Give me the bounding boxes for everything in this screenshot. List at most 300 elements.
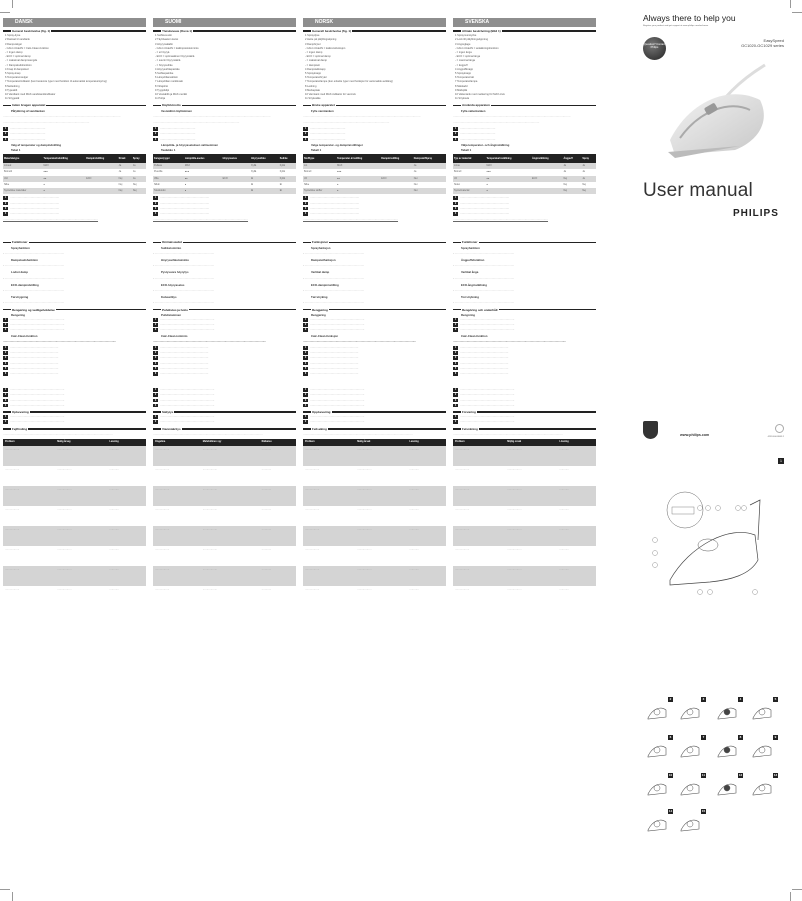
table-row: ·················· ·················· ············	[155, 588, 272, 592]
table-header: Typ av material	[453, 154, 486, 163]
table-header: Lämpötila-asetus	[184, 154, 222, 163]
step: 1 ························································	[154, 345, 209, 349]
subsection-heading: Puhdistaminen	[161, 312, 182, 317]
step: 2 ·························································	[154, 201, 210, 205]
step: 1 ························································	[454, 345, 509, 349]
tagline-sub: Register your product and get support at www.philips.com/welcome	[643, 25, 709, 27]
step: 5 ························································	[304, 366, 359, 370]
step: 1 ·······························································	[304, 415, 365, 419]
section-heading: Rengöring och underhåll	[453, 308, 596, 312]
subsection-heading: Påfyldning af vandtanken	[11, 108, 45, 113]
step: 2 ·······························································	[4, 393, 65, 397]
step: 4 ·······························································	[4, 403, 65, 407]
part-item: 4 Knap til dampskud	[5, 67, 29, 71]
table-header: Kangastyyppi	[153, 154, 184, 163]
table-header: Dampindstilling	[85, 154, 117, 163]
step: 3 ·························································	[154, 206, 210, 210]
crop-mark	[12, 892, 13, 901]
section-heading: Rengjøring	[303, 308, 446, 312]
subsection-heading: Rengøring	[11, 312, 25, 317]
subsection-heading: Sprayfunksjon	[311, 245, 331, 250]
table-header: Mulig årsak	[355, 439, 407, 446]
table-title: Tabel 1	[11, 148, 21, 153]
step: 1 ·······························································	[154, 317, 215, 321]
part-item: 10 Vesisäiliö ja MAX-merkki	[155, 93, 187, 97]
step: 3 ························································	[304, 356, 359, 360]
subsection-heading: Sprayfunktion	[11, 245, 30, 250]
paragraph: ····································································································	[153, 121, 240, 125]
part-item: 6 Lämpötilanvalitsin	[155, 76, 178, 80]
part-item: - = ingen damp	[305, 51, 323, 55]
subsection-heading: Sprayfunktion	[461, 245, 480, 250]
cover-page	[600, 0, 802, 901]
part-item: - CALC-CLEAN = Calc-Clean-funktion	[5, 46, 49, 50]
subsection-heading: ECO-ånginställning	[461, 282, 487, 287]
table-header: Möjlig orsak	[505, 439, 557, 446]
subsection-heading: Höyrysuihkutoiminto	[161, 257, 189, 262]
paragraph: ····································································································	[3, 121, 90, 125]
step: 3 ·······························································	[4, 328, 65, 332]
step: 3 ·········································	[154, 137, 196, 141]
step: 2 ························································	[304, 351, 359, 355]
step: 6 ························································	[454, 371, 509, 375]
part-item: 1 Suihkusuutin	[155, 34, 173, 38]
part-item: - ECO = optimaalinen höyrymäärä	[155, 55, 195, 59]
part-item: 2 Hette på påfyllingsåpning	[305, 38, 337, 42]
table-header: Materialetype	[3, 154, 43, 163]
part-item: 3 Ångreglage	[455, 42, 471, 46]
part-item: - = maximal ånga	[455, 59, 475, 63]
part-item: 3 Höyrynsäädin	[155, 42, 174, 46]
step: 5 ························································	[454, 366, 509, 370]
figure-number: 5	[774, 697, 777, 701]
instruction-illustration-icon	[678, 702, 702, 722]
part-item: 11 Strygesål	[5, 97, 20, 101]
figure-5	[748, 697, 778, 725]
settings-table	[453, 154, 596, 194]
subsection-heading: ECO-dampindstilling	[11, 282, 39, 287]
subsection-heading: Vertikal ånga	[461, 270, 479, 275]
paragraph: ········································································································································	[303, 114, 421, 118]
step: 3 ·······························································	[154, 328, 215, 332]
section-heading: Använda apparaten	[453, 103, 596, 107]
table-row: ·················· ·················· ············	[153, 526, 296, 546]
table-row: Lin MAX Ja	[303, 163, 446, 169]
language-column-norsk: NORSK Generell beskrivelse (fig. 1) 1 Spraydyse 2 Hette på påfyllingsåpning 3 Dampbryter - CALC-CLEAN = kalkrensfunksjon - = ingen damp - ECO = optimal damp - = maksimal damp - = dampstøt 4 Dampstøtknapp 5 Sprayknapp 6 Temperaturbryter 7 Temperaturlampe (kun enkelte typer med funksjon for automatisk avslåing) 8 Ledning 9 Merkeplate 10 Vanntank med MAX-indikator for vannivå 11 Strykesåle Bruke apparatet Fylle vanntanken ········································································································································ ···································································································· 1 ········································· 2 ········································· 3 ········································· Velge temperatur- og dampinnstillinger Tabell 1 Stofftype Temperatur-innstilling Dampinnstilling Dampstøt/Spray Lin MAX Ja Bomull ●●● Ja Ull ●● ECO Nei Silke ● Nei Syntetiske stoffer ● Nei 1 ························································· 2 ························································· 3 ························································· 4 ························································· ·············································································································· Funksjoner Sprayfunksjon - ····································································· Dampstøtfunksjon - ····································································· Vertikal damp - ····································································· ECO-dampinnstilling - ····································································· Tørrstryking - ····································································· Rengjøring Rengjøring 1 ······························································· 2 ······························································· 3 ······························································· Calc-Clean-funksjon ··································································································································· 1 ························································ 2 ························································ 3 ························································ 4 ························································ 5 ························································ 6 ························································ 1 ······························································· 2 ······························································· 3 ······························································· 4 ······························································· Oppbevaring 1 ······························································· 2 ······························································· Feilsøking ······························································································································· Problem Mulig årsak Løsning ·················· ·················· ············ ·················· ·················· ············ ·················· ·················· ············ ·················· ·················· ············ ·················· ·················· ············ ·················· ·················· ············ ·················· ·················· ············ ·················· ·················· ············	[303, 18, 446, 606]
table-row: ·················· ·················· ············	[3, 526, 146, 546]
subsection-heading: ECO-höyryasetus	[161, 282, 185, 287]
figure-10	[643, 773, 673, 801]
model-series: GC1020-GC1029 series	[741, 43, 784, 48]
figure-number: 11	[701, 773, 706, 777]
paragraph: ········································································································································	[453, 114, 571, 118]
step: 3 ·························································	[304, 206, 360, 210]
note: ··············································································································	[303, 218, 399, 222]
step: 6 ························································	[154, 371, 209, 375]
table-row: ·················· ·················· ············	[305, 548, 419, 552]
table-row: ·················· ·················· ············	[153, 486, 296, 506]
table-row: Linne MAX Ja Ja	[453, 163, 596, 169]
part-item: 6 Temperaturbryter	[305, 76, 327, 80]
part-item: 8 Nätsladd	[455, 84, 468, 88]
figure-number: 9	[774, 735, 777, 739]
section-heading: Funksjoner	[303, 240, 446, 244]
part-item: 1 Spraymunstycke	[455, 34, 477, 38]
section-heading: Generell beskrivelse (fig. 1)	[303, 29, 446, 33]
step: 2 ·········································	[4, 132, 46, 136]
step: 2 ·······························································	[454, 420, 515, 424]
table-title: Taulukko 1	[161, 148, 176, 153]
part-item: 11 Strykesåle	[305, 97, 321, 101]
table-header: Dampstøt/Spray	[413, 154, 446, 163]
part-item: - = ei höyryä	[155, 51, 170, 55]
subsection-heading: ECO-dampinnstilling	[311, 282, 339, 287]
step: 3 ························································	[454, 356, 509, 360]
troubleshooting-table	[153, 439, 296, 606]
language-header: SUOMI	[153, 18, 296, 27]
table-row: ·················· ·················· ············	[3, 486, 146, 506]
subsection-heading: Rengöring	[461, 312, 475, 317]
figure-8	[713, 735, 743, 763]
section-heading: Generel beskrivelse (fig. 1)	[3, 29, 146, 33]
table-row: ·················· ·················· ············	[453, 446, 596, 466]
subsection-heading: Valg af temperatur og dampindstilling	[11, 142, 62, 147]
page-marker: 1	[778, 458, 784, 464]
part-item: 9 Tyyppikilpi	[155, 88, 170, 92]
step: 2 ·························································	[304, 201, 360, 205]
figure-number: 10	[668, 773, 673, 777]
table-row: ·················· ·················· ············	[303, 566, 446, 586]
instruction-illustration-icon	[750, 740, 774, 760]
part-item: 1 Spraydyse	[305, 34, 320, 38]
subsection-heading: Calc-Clean-funktion	[11, 333, 38, 338]
step: 4 ·························································	[304, 211, 360, 215]
instruction-illustration-icon	[715, 740, 739, 760]
subsection-heading: Fylle vanntanken	[311, 108, 334, 113]
step: 4 ·······························································	[154, 403, 215, 407]
table-row: ·················· ·················· ············	[3, 446, 146, 466]
part-item: 3 Dampvælger	[5, 42, 23, 46]
figure-6	[643, 735, 673, 763]
figure-11	[676, 773, 706, 801]
step: 2 ·······························································	[454, 323, 515, 327]
part-item: - = ingen ånga	[455, 51, 472, 55]
step: 1 ·······························································	[4, 388, 65, 392]
step: 1 ·······························································	[304, 388, 365, 392]
subsection-heading: Calc-Clean-funksjon	[311, 333, 339, 338]
table-row: Villa ●● ECO Ei Kyllä	[153, 176, 296, 182]
table-header: Temperaturinställning	[486, 154, 532, 163]
table-row: ·················· ·················· ············	[455, 548, 569, 552]
section-heading: Fejlfinding	[3, 427, 146, 431]
section-heading: Oppbevaring	[303, 410, 446, 414]
subsection-heading: Tørrstryking	[311, 295, 328, 300]
table-row: ·················· ·················· ············	[453, 526, 596, 546]
subsection-heading: Kuivasilitys	[161, 295, 177, 300]
part-item: - ECO = optimal ånga	[455, 55, 481, 59]
part-item: - = suurin höyrymäärä	[155, 59, 181, 63]
step: 2 ·························································	[454, 201, 510, 205]
step: 2 ·········································	[454, 132, 496, 136]
step: 4 ·························································	[4, 211, 60, 215]
instruction-illustration-icon	[678, 778, 702, 798]
iron-diagram-icon	[650, 490, 770, 595]
part-item: - CALC-CLEAN = kalkrensfunksjon	[305, 46, 346, 50]
step: 2 ·······························································	[304, 420, 365, 424]
step: 2 ·························································	[4, 201, 60, 205]
table-header: Temperaturindstilling	[43, 154, 86, 163]
part-item: - = maksimal damp	[305, 59, 327, 63]
part-item: 5 Suihkepainike	[155, 72, 174, 76]
section-heading: Bruke apparatet	[303, 103, 446, 107]
part-item: 10 Vanntank med MAX-indikator for vannivå	[305, 93, 356, 97]
section-heading: Funktioner	[453, 240, 596, 244]
part-item: - CALC-CLEAN = kalkinpoistotoiminto	[155, 46, 199, 50]
step: 2 ·········································	[304, 132, 346, 136]
model-info	[741, 38, 784, 48]
part-item: 8 Ledning	[305, 84, 317, 88]
step: 1 ·······························································	[154, 388, 215, 392]
part-item: 8 Netledning	[5, 84, 20, 88]
part-item: - ECO = optimal damp	[305, 55, 331, 59]
subsection-heading: Dampskudsfunktion	[11, 257, 38, 262]
part-item: 11 Stryksula	[455, 97, 470, 101]
instruction-illustration-icon	[645, 740, 669, 760]
contact-badge: Question? Contact Philips	[643, 37, 666, 60]
table-row: ·················· ·················· ············	[153, 566, 296, 586]
instruction-illustration-icon	[645, 702, 669, 722]
step: 3 ·······························································	[304, 328, 365, 332]
part-item: - = maksimal dampmængde	[5, 59, 38, 63]
note: ··············································································································	[453, 218, 549, 222]
part-item: 7 Temperaturindikator (kun bestemte typer med funktion til automatisk temperaturstyring)	[5, 80, 107, 84]
instruction-illustration-icon	[715, 778, 739, 798]
part-item: 5 Spray-knap	[5, 72, 21, 76]
figure-9	[748, 735, 778, 763]
step: 1 ·······························································	[454, 317, 515, 321]
table-header: Höyrysuihku	[250, 154, 279, 163]
subsection-heading: Dampstøtfunksjon	[311, 257, 336, 262]
table-header: Spray	[581, 154, 596, 163]
step: 1 ·······························································	[154, 415, 215, 419]
table-row: Siden ● Nej Nej	[454, 182, 586, 186]
language-column-svenska: SVENSKA Allmän beskrivning (Bild 1) 1 Spraymunstycke 2 Lock till påfyllningsöppning 3 Ångreglage - CALC-CLEAN = avkalkningsfunktion - = ingen ånga - ECO = optimal ånga - = maximal ånga - = ångpuff 4 Ångpuffknapp 5 Sprayknapp 6 Temperaturratt 7 Temperaturlampa 8 Nätsladd 9 Märkplåt 10 Vattentank med markering för MAX-nivå 11 Stryksula Använda apparaten Fylla vattentanken ········································································································································ ···································································································· 1 ········································· 2 ········································· 3 ········································· Välja temperatur- och ånginställning Tabell 1 Typ av material Temperaturinställning Ånginställning Ångpuff Spray Linne MAX Ja Ja Bomull ●●● Ja Ja Ull ●● ECO Nej Ja Siden ● Nej Nej Syntetmaterial ● Nej Nej 1 ························································· 2 ························································· 3 ························································· 4 ························································· ·············································································································· Funktioner Sprayfunktion - ····································································· Ångpuffsfunktion - ····································································· Vertikal ånga - ····································································· ECO-ånginställning - ····································································· Torrstrykning - ····································································· Rengöring och underhåll Rengöring 1 ······························································· 2 ······························································· 3 ······························································· Calc-Clean-funktion ··································································································································· 1 ························································ 2 ························································ 3 ························································ 4 ························································ 5 ························································ 6 ························································ 1 ······························································· 2 ······························································· 3 ······························································· 4 ······························································· Förvaring 1 ······························································· 2 ······························································· Felsökning ······························································································································· Problem Möjlig orsak Lösning ·················· ·················· ············ ·················· ·················· ············ ·················· ·················· ············ ·················· ·················· ············ ·················· ·················· ············ ·················· ·················· ············ ·················· ·················· ············ ·················· ·················· ············	[453, 18, 596, 606]
step: 1 ·························································	[4, 196, 60, 200]
part-item: - = höyrysuihke	[155, 63, 173, 67]
subsection-heading: Torrstrykning	[461, 295, 479, 300]
table-row: Silke ● Nej Nej	[4, 182, 137, 186]
step: 3 ·······························································	[454, 398, 515, 402]
instruction-illustration-icon	[645, 814, 669, 834]
instruction-illustration-icon	[678, 814, 702, 834]
model-name: EasySpeed	[763, 38, 784, 43]
step: 1 ·························································	[304, 196, 360, 200]
section-heading: Säilytys	[153, 410, 296, 414]
step: 1 ·········································	[4, 127, 46, 131]
part-item: 8 Virtajohto	[155, 84, 169, 88]
table-row: ·················· ·················· ············	[5, 508, 119, 512]
section-heading: Yleiskuvaus (Kuva 1)	[153, 29, 296, 33]
table-row: ·················· ·················· ············	[305, 508, 419, 512]
step: 1 ·······························································	[4, 415, 65, 419]
table-row: Bomull ●●● Ja	[304, 170, 417, 174]
table-header: Løsning	[407, 439, 446, 446]
table-header: Ångpuff	[562, 154, 581, 163]
note: ··············································································································	[3, 218, 99, 222]
part-item: - ECO = optimal damp	[5, 55, 31, 59]
part-item: - = ångpuff	[455, 63, 468, 67]
table-row: Linned MAX Ja Ja	[3, 163, 146, 169]
section-heading: Inden brugen apparatet	[3, 103, 146, 107]
crop-mark	[0, 12, 10, 13]
section-heading: Opbevaring	[3, 410, 146, 414]
language-column-dansk: DANSK Generel beskrivelse (fig. 1) 1 Spray-dyse 2 Dæksel til vandtank 3 Dampvælger - CALC-CLEAN = Calc-Clean-funktion - = Ingen damp - ECO = optimal damp - = maksimal dampmængde - = Dampskudsfunktion 4 Knap til dampskud 5 Spray-knap 6 Temperaturvælger 7 Temperaturindikator (kun bestemte typer med funktion til automatisk temperaturstyring) 8 Netledning 9 Typeskilt 10 Vandtank med MAX-vandstandsindikator 11 Strygesål Inden brugen apparatet Påfyldning af vandtanken ········································································································································ ···································································································· 1 ········································· 2 ········································· 3 ········································· Valg af temperatur og dampindstilling Tabel 1 Materialetype Temperaturindstilling Dampindstilling Stræk Spray Linned MAX Ja Ja Bomuld ●●● Ja Ja Uld ●● ECO Nej Ja Silke ● Nej Nej Syntetiske materialer ● Nej Nej 1 ························································· 2 ························································· 3 ························································· 4 ························································· ·············································································································· Funktioner Sprayfunktion - ····································································· Dampskudsfunktion - ····································································· Lodret damp - ····································································· ECO-dampindstilling - ····································································· Tørstrygning - ····································································· Rengøring og vedligeholdelse Rengøring 1 ······························································· 2 ······························································· 3 ······························································· Calc-Clean-funktion ··································································································································· 1 ························································ 2 ························································ 3 ························································ 4 ························································ 5 ························································ 6 ························································ 1 ······························································· 2 ······························································· 3 ······························································· 4 ······························································· Opbevaring 1 ······························································· 2 ······························································· Fejlfinding ······························································································································· Problem Mulig årsag Løsning ·················· ·················· ············ ·················· ·················· ············ ·················· ·················· ············ ·················· ·················· ············ ·················· ·················· ············ ·················· ·················· ············ ·················· ·················· ············ ·················· ·················· ············	[3, 18, 146, 606]
step: 2 ·······························································	[154, 393, 215, 397]
table-row: ·················· ·················· ············	[155, 468, 272, 472]
recycle-icon	[775, 424, 784, 433]
table-row: Tekokuidut ● Ei Ei	[153, 188, 296, 194]
step: 2 ························································	[4, 351, 59, 355]
table-header: Suihke	[279, 154, 296, 163]
troubleshooting-table	[453, 439, 596, 606]
paragraph: ····································································································	[303, 121, 390, 125]
part-item: 4 Dampstøtknapp	[305, 67, 326, 71]
step: 4 ·······························································	[304, 403, 365, 407]
part-item: - = Dampskudsfunktion	[5, 63, 32, 67]
step: 2 ·······························································	[154, 323, 215, 327]
table-header: Mulig årsag	[55, 439, 107, 446]
table-header: Stræk	[118, 154, 132, 163]
table-row: ·················· ·················· ············	[5, 588, 119, 592]
settings-table	[153, 154, 296, 194]
step: 2 ·······························································	[454, 393, 515, 397]
subsection-heading: Vertikal damp	[311, 270, 330, 275]
table-row: Silke ● Nei	[304, 182, 418, 186]
figure-4	[713, 697, 743, 725]
document-title: User manual	[643, 180, 753, 201]
figure-number: 8	[739, 735, 742, 739]
part-item: 1 Spray-dyse	[5, 34, 21, 38]
section-heading: Vianmääritys	[153, 427, 296, 431]
subsection-heading: Tørstrygning	[11, 295, 29, 300]
step: 2 ·······························································	[154, 420, 215, 424]
table-row: ·················· ·················· ············	[303, 446, 446, 466]
table-header: Mahdollinen syy	[201, 439, 260, 446]
table-title: Tabell 1	[461, 148, 472, 153]
figure-number: 3	[702, 697, 705, 701]
step: 1 ·········································	[454, 127, 496, 131]
table-row: Bomuld ●●● Ja Ja	[4, 170, 136, 174]
subsection-heading: Pystysuora höyrytys	[161, 270, 189, 275]
subsection-heading: Lämpötila- ja höyryasetuksen valitseminen	[161, 142, 219, 147]
table-row: ·················· ·················· ············	[305, 468, 419, 472]
philips-shield-icon	[643, 421, 658, 439]
step: 2 ························································	[454, 351, 509, 355]
table-row: ·················· ·················· ············	[453, 566, 596, 586]
table-row: ·················· ·················· ············	[153, 446, 296, 466]
table-header: Ongelma	[153, 439, 201, 446]
table-row: ·················· ·················· ············	[303, 526, 446, 546]
document-code: 4239.000.8863.2	[767, 436, 784, 438]
part-item: - = Ingen damp	[5, 51, 23, 55]
figure-number: 4	[739, 697, 742, 701]
part-item: - = dampstøt	[305, 63, 320, 67]
figure-15	[676, 809, 706, 837]
part-item: 5 Sprayknapp	[455, 72, 472, 76]
language-header: DANSK	[3, 18, 146, 27]
table-header: Temperatur-innstilling	[336, 154, 380, 163]
step: 1 ·························································	[154, 196, 210, 200]
step: 2 ························································	[154, 351, 209, 355]
table-header: Løsning	[107, 439, 146, 446]
part-item: 2 Lock till påfyllningsöppning	[455, 38, 489, 42]
figure-13	[748, 773, 778, 801]
part-item: 2 Dæksel til vandtank	[5, 38, 30, 42]
part-item: - CALC-CLEAN = avkalkningsfunktion	[455, 46, 499, 50]
table-header: Problem	[453, 439, 505, 446]
part-item: 4 Ångpuffknapp	[455, 67, 474, 71]
step: 1 ·········································	[154, 127, 196, 131]
part-item: 7 Temperaturlampa	[455, 80, 478, 84]
step: 2 ·······························································	[304, 393, 365, 397]
step: 1 ························································	[4, 345, 59, 349]
table-row: ·················· ·················· ············	[455, 468, 569, 472]
table-row: ·················· ·················· ············	[3, 566, 146, 586]
table-row: Bomull ●●● Ja Ja	[454, 170, 585, 174]
table-row: Syntetmaterial ● Nej Nej	[453, 188, 596, 194]
tagline: Always there to help you	[643, 13, 736, 23]
step: 2 ·······························································	[4, 420, 65, 424]
subsection-heading: Calc-Clean-funktion	[461, 333, 488, 338]
step: 4 ························································	[304, 361, 359, 365]
table-row: Ull ●● ECO Nei	[303, 176, 446, 182]
table-header: Spray	[132, 154, 146, 163]
step: 1 ························································	[304, 345, 359, 349]
paragraph: ····································································································	[453, 121, 540, 125]
instruction-illustration-icon	[715, 702, 739, 722]
subsection-heading: Lodret damp	[11, 270, 28, 275]
table-row: ·················· ·················· ············	[155, 548, 272, 552]
table-header: Ånginställning	[531, 154, 562, 163]
section-heading: Ominaisuudet	[153, 240, 296, 244]
step: 1 ·······························································	[4, 317, 65, 321]
table-row: ·················· ·················· ············	[455, 508, 569, 512]
step: 1 ·······························································	[454, 388, 515, 392]
section-heading: Rengøring og vedligeholdelse	[3, 308, 146, 312]
subsection-heading: Välja temperatur- och ånginställning	[461, 142, 510, 147]
instruction-illustration-icon	[750, 778, 774, 798]
section-heading: Funktioner	[3, 240, 146, 244]
step: 1 ·······························································	[304, 317, 365, 321]
figure-number: 14	[668, 809, 673, 813]
subsection-heading: Vesisäiliön täyttäminen	[161, 108, 192, 113]
figure-12	[713, 773, 743, 801]
figure-number: 7	[702, 735, 705, 739]
step: 3 ·········································	[304, 137, 346, 141]
step: 4 ·························································	[154, 211, 210, 215]
section-heading: Käyttöönotto	[153, 103, 296, 107]
table-header: Lösning	[557, 439, 596, 446]
language-header: SVENSKA	[453, 18, 596, 27]
part-item: 9 Märkplåt	[455, 88, 468, 92]
step: 4 ························································	[154, 361, 209, 365]
troubleshooting-table	[3, 439, 146, 606]
step: 3 ·························································	[454, 206, 510, 210]
table-row: ·················· ·················· ············	[155, 508, 272, 512]
website-url[interactable]: www.philips.com	[680, 433, 710, 437]
part-item: 10 Vandtank med MAX-vandstandsindikator	[5, 93, 56, 97]
table-header: Ratkaisu	[260, 439, 296, 446]
